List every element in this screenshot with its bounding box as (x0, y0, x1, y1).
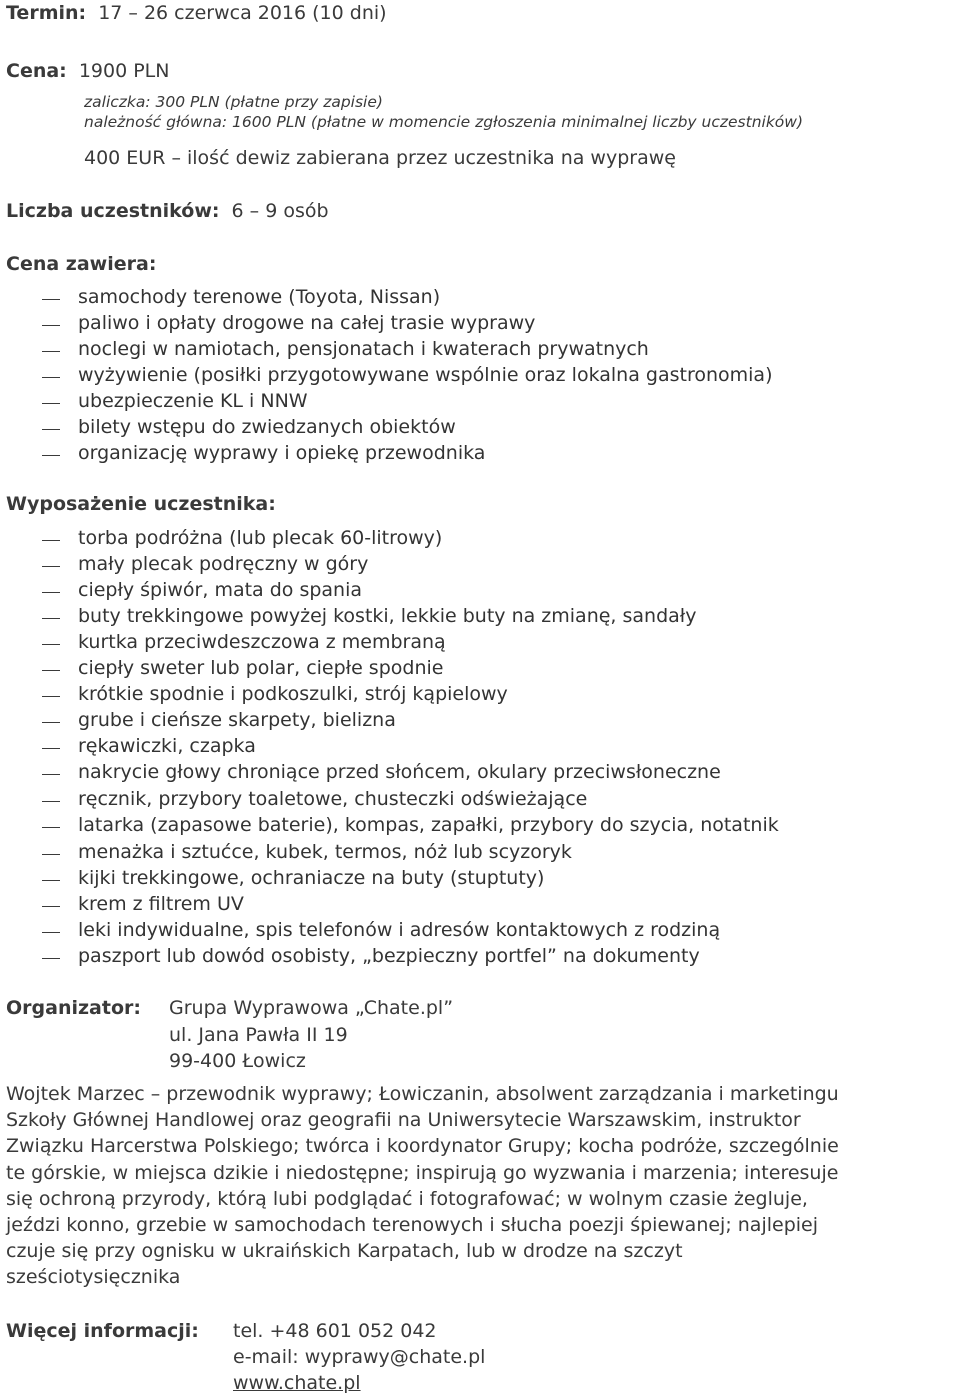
kontakt-label: Więcej informacji: (6, 1320, 199, 1342)
termin-value: 17 – 26 czerwca 2016 (10 dni) (98, 2, 387, 24)
bio-line: Szkoły Głównej Handlowej oraz geografii na Uniwersytecie Warszawskim, instruktor (6, 1109, 801, 1132)
list-item-text: wyżywienie (posiłki przygotowywane wspólnie oraz lokalna gastronomia) (78, 364, 773, 386)
dash-bullet (42, 455, 60, 456)
dash-bullet (42, 722, 60, 723)
cena-line (6, 60, 169, 82)
dash-bullet (42, 299, 60, 300)
list-item-text: mały plecak podręczny w góry (78, 553, 369, 575)
dash-bullet (42, 932, 60, 933)
organizator-city: 99-400 Łowicz (169, 1050, 306, 1072)
kontakt-email: e-mail: wyprawy@chate.pl (233, 1346, 486, 1368)
bio-line: te górskie, w miejsca dzikie i niedostępne; inspirują go wyzwania i marzenia; interesuje (6, 1161, 839, 1184)
list-item-text: paliwo i opłaty drogowe na całej trasie wyprawy (78, 312, 536, 334)
kontakt-tel: tel. +48 601 052 042 (233, 1320, 437, 1342)
dash-bullet (42, 748, 60, 749)
dash-bullet (42, 592, 60, 593)
dash-bullet (42, 696, 60, 697)
list-item-text: nakrycie głowy chroniące przed słońcem, okulary przeciwsłoneczne (78, 761, 721, 783)
bio-line: czuje się przy ognisku w ukraińskich Karpatach, lub w drodze na szczyt (6, 1240, 683, 1263)
organizator-street: ul. Jana Pawła II 19 (169, 1024, 348, 1046)
bio-line: Wojtek Marzec – przewodnik wyprawy; Łowiczanin, absolwent zarządzania i marketingu (6, 1083, 839, 1105)
list-item-text: samochody terenowe (Toyota, Nissan) (78, 286, 441, 308)
liczba-line (6, 200, 329, 222)
bio-line: się ochroną przyrody, którą lubi podglądać i fotografować; w wolnym czasie żegluje, (6, 1187, 808, 1210)
list-item-text: ciepły sweter lub polar, ciepłe spodnie (78, 657, 444, 679)
dash-bullet (42, 670, 60, 671)
bio-line: jeździ konno, grzebie w samochodach terenowych i słucha poezji śpiewanej; najlepiej (6, 1214, 819, 1237)
list-item-text: grube i cieńsze skarpety, bielizna (78, 709, 396, 731)
list-item-text: krem z filtrem UV (78, 893, 244, 915)
zaliczka-text: zaliczka: 300 PLN (płatne przy zapisie) (84, 93, 383, 111)
dash-bullet (42, 351, 60, 352)
organizator-name: Grupa Wyprawowa „Chate.pl” (169, 997, 454, 1019)
dash-bullet (42, 325, 60, 326)
list-item-text: noclegi w namiotach, pensjonatach i kwaterach prywatnych (78, 338, 649, 360)
list-item-text: paszport lub dowód osobisty, „bezpieczny portfel” na dokumenty (78, 945, 700, 967)
list-item-text: ręcznik, przybory toaletowe, chusteczki odświeżające (78, 788, 588, 810)
organizator-label: Organizator: (6, 997, 141, 1019)
dash-bullet (42, 801, 60, 802)
list-item-text: kurtka przeciwdeszczowa z membraną (78, 631, 446, 653)
naleznosc-text: należność główna: 1600 PLN (płatne w momencie zgłoszenia minimalnej liczby uczestników) (84, 113, 804, 131)
list-item-text: bilety wstępu do zwiedzanych obiektów (78, 416, 456, 438)
list-item-text: menażka i sztućce, kubek, termos, nóż lub scyzoryk (78, 841, 572, 863)
list-item-text: organizację wyprawy i opiekę przewodnika (78, 442, 486, 464)
dash-bullet (42, 566, 60, 567)
dash-bullet (42, 403, 60, 404)
bio-line: Związku Harcerstwa Polskiego; twórca i koordynator Grupy; kocha podróże, szczególnie (6, 1135, 839, 1158)
dash-bullet (42, 618, 60, 619)
liczba-value: 6 – 9 osób (231, 200, 329, 222)
list-item-text: leki indywidualne, spis telefonów i adresów kontaktowych z rodziną (78, 919, 721, 941)
termin-label: Termin: (6, 2, 87, 24)
bio-line: sześciotysięcznika (6, 1266, 181, 1289)
list-item-text: latarka (zapasowe baterie), kompas, zapałki, przybory do szycia, notatnik (78, 814, 779, 836)
list-item-text: kijki trekkingowe, ochraniacze na buty (stuptuty) (78, 867, 545, 889)
dash-bullet (42, 906, 60, 907)
dash-bullet (42, 377, 60, 378)
cena-value: 1900 PLN (78, 60, 170, 82)
list-item-text: krótkie spodnie i podkoszulki, strój kąpielowy (78, 683, 508, 705)
dash-bullet (42, 540, 60, 541)
dash-bullet (42, 854, 60, 855)
dash-bullet (42, 644, 60, 645)
dash-bullet (42, 880, 60, 881)
bio-paragraph (6, 1081, 958, 1291)
dash-bullet (42, 958, 60, 959)
cena-zawiera-title: Cena zawiera: (6, 253, 157, 275)
list-item-text: torba podróżna (lub plecak 60-litrowy) (78, 527, 443, 549)
list-item-text: rękawiczki, czapka (78, 735, 256, 757)
wyposazenie-title: Wyposażenie uczestnika: (6, 493, 276, 515)
termin-line (6, 2, 387, 24)
liczba-label: Liczba uczestników: (6, 200, 220, 222)
dewizy-text: 400 EUR – ilość dewiz zabierana przez uczestnika na wyprawę (84, 147, 676, 169)
list-item-text: buty trekkingowe powyżej kostki, lekkie buty na zmianę, sandały (78, 605, 697, 627)
cena-label: Cena: (6, 60, 67, 82)
list-item-text: ciepły śpiwór, mata do spania (78, 579, 363, 601)
dash-bullet (42, 774, 60, 775)
dash-bullet (42, 827, 60, 828)
website-link[interactable]: www.chate.pl (233, 1372, 361, 1394)
list-item-text: ubezpieczenie KL i NNW (78, 390, 308, 412)
dash-bullet (42, 429, 60, 430)
